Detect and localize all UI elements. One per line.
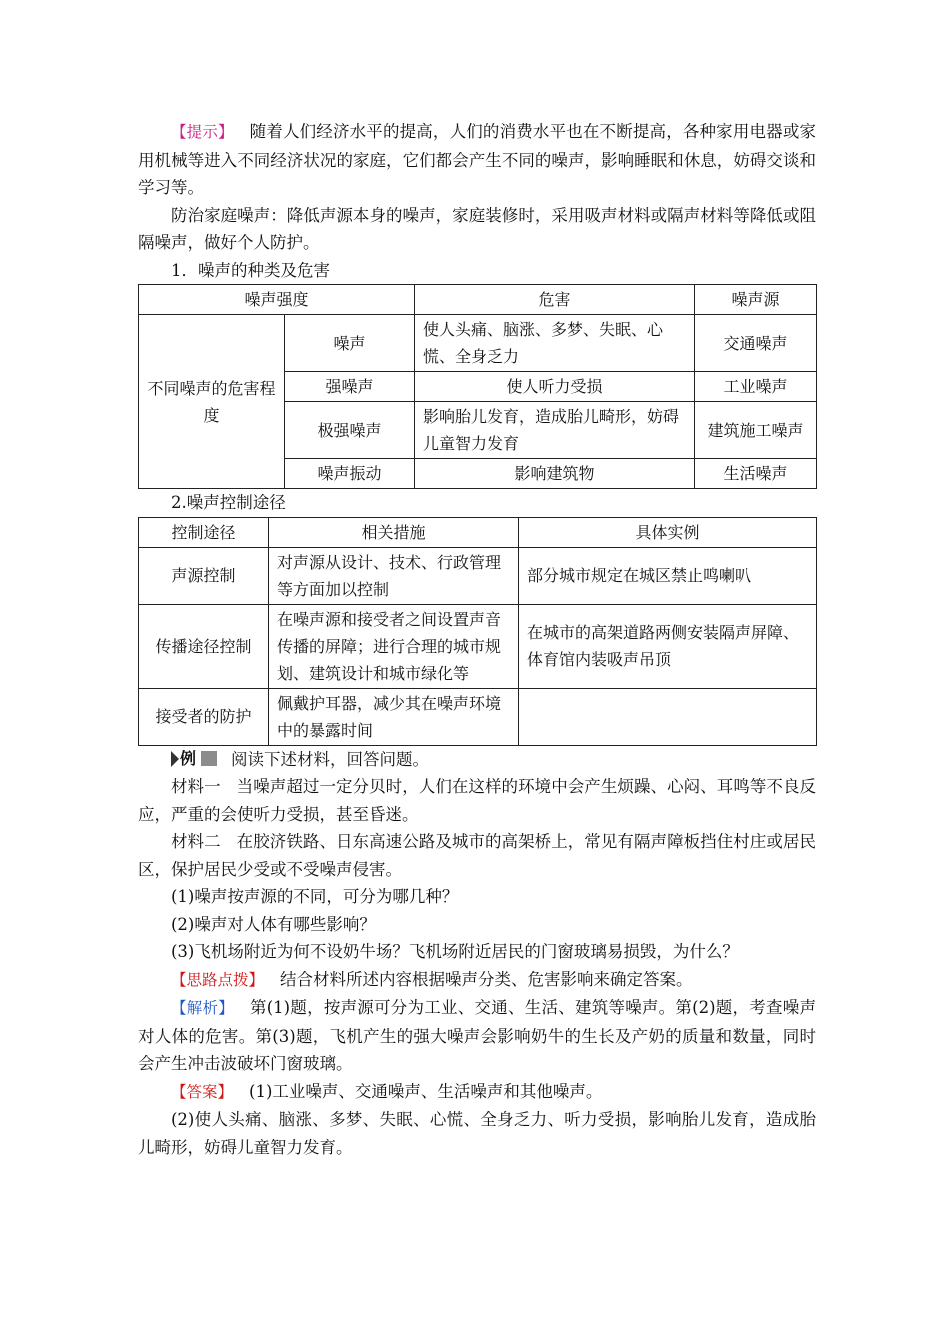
answer-paragraph (138, 1078, 816, 1107)
harm-cell: 使人听力受损 (415, 372, 695, 402)
measure-cell: 对声源从设计、技术、行政管理等方面加以控制 (269, 547, 519, 604)
header-cell: 危害 (415, 285, 695, 315)
question-3: (3)飞机场附近为何不设奶牛场？飞机场附近居民的门窗玻璃易损毁，为什么？ (171, 942, 739, 961)
example-cell: 部分城市规定在城区禁止鸣喇叭 (519, 547, 817, 604)
hint-tag: 【思路点拨】 (171, 970, 265, 989)
way-cell: 传播途径控制 (139, 604, 269, 688)
example-intro (138, 746, 816, 774)
header-cell: 具体实例 (519, 517, 817, 547)
example-cell: 在城市的高架道路两侧安装隔声屏障、体育馆内装吸声吊顶 (519, 604, 817, 688)
hint-paragraph (138, 966, 816, 995)
answer-paragraph-2: (2)使人头痛、脑涨、多梦、失眠、心慌、全身乏力、听力受损，影响胎儿发育，造成胎儿畸形，妨碍儿童智力发育。 (138, 1110, 816, 1157)
level-cell: 噪声 (285, 315, 415, 372)
table-row (139, 604, 817, 688)
tips-tag: 【提示】 (171, 123, 234, 141)
level-cell: 极强噪声 (285, 402, 415, 459)
source-cell: 生活噪声 (695, 459, 817, 489)
section1-title: 1．噪声的种类及危害 (171, 260, 330, 280)
source-cell: 交通噪声 (695, 315, 817, 372)
table-header-row (139, 517, 817, 547)
question-2: (2)噪声对人体有哪些影响？ (171, 914, 376, 934)
hint-text: 结合材料所述内容根据噪声分类、危害影响来确定答案。 (280, 969, 693, 989)
material-one-text: 当噪声超过一定分贝时，人们在这样的环境中会产生烦躁、心闷、耳鸣等不良反应，严重的会使听力受损，甚至昏迷。 (138, 777, 817, 824)
table-row (139, 688, 817, 745)
material-two-text: 在胶济铁路、日东高速公路及城市的高架桥上，常见有隔声障板挡住村庄或居民区，保护居民少受或不受噪声侵害。 (138, 832, 817, 879)
noise-control-table (138, 517, 817, 746)
answer-text-1: (1)工业噪声、交通噪声、生活噪声和其他噪声。 (249, 1081, 603, 1101)
material-two-label: 材料二 (171, 832, 221, 851)
harm-cell: 影响建筑物 (415, 459, 695, 489)
table-header-row (139, 285, 817, 315)
answer-tag: 【答案】 (171, 1082, 234, 1101)
header-cell: 噪声源 (695, 285, 817, 315)
analysis-paragraph (138, 994, 816, 1078)
source-cell: 工业噪声 (695, 372, 817, 402)
header-cell: 噪声强度 (139, 285, 415, 315)
measure-cell: 在噪声源和接受者之间设置声音传播的屏障；进行合理的城市规划、建筑设计和城市绿化等 (269, 604, 519, 688)
table-row (139, 547, 817, 604)
example-cell (519, 688, 817, 745)
section2-title: 2.噪声控制途径 (171, 493, 286, 512)
level-cell: 噪声振动 (285, 459, 415, 489)
tips-text: 随着人们经济水平的提高，人们的消费水平也在不断提高，各种家用电器或家用机械等进入不同经济状况的家庭，它们都会产生不同的噪声，影响睡眠和休息，妨碍交谈和学习等。 (138, 122, 816, 197)
tips-paragraph-2: 防治家庭噪声：降低声源本身的噪声，家庭装修时，采用吸声材料或隔声材料等降低或阻隔噪声，做好个人防护。 (138, 205, 816, 252)
level-cell: 强噪声 (285, 372, 415, 402)
noise-harm-table (138, 284, 817, 489)
badge-bar (201, 751, 217, 766)
way-cell: 接受者的防护 (139, 688, 269, 745)
way-cell: 声源控制 (139, 547, 269, 604)
table-row (139, 315, 817, 372)
header-cell: 控制途径 (139, 517, 269, 547)
example-intro-text: 阅读下述材料，回答问题。 (231, 749, 429, 769)
source-cell: 建筑施工噪声 (695, 402, 817, 459)
question-1: (1)噪声按声源的不同，可分为哪几种？ (171, 887, 459, 906)
tips-paragraph (138, 118, 816, 202)
harm-cell: 使人头痛、脑涨、多梦、失眠、心慌、全身乏力 (415, 315, 695, 372)
document-page (138, 118, 816, 1161)
harm-cell: 影响胎儿发育，造成胎儿畸形，妨碍儿童智力发育 (415, 402, 695, 459)
triangle-icon (171, 751, 179, 767)
analysis-text: 第(1)题，按声源可分为工业、交通、生活、建筑等噪声。第(2)题，考查噪声对人体的危害。第(3)题，飞机产生的强大噪声会影响奶牛的生长及产奶的质量和数量，同时会产生冲击波破坏门窗玻璃。 (138, 998, 816, 1073)
row-label-cell: 不同噪声的危害程度 (139, 315, 285, 489)
material-one (138, 773, 816, 828)
material-two (138, 828, 816, 883)
analysis-tag: 【解析】 (171, 999, 234, 1017)
header-cell: 相关措施 (269, 517, 519, 547)
example-badge: 例 (171, 749, 217, 768)
measure-cell: 佩戴护耳器，减少其在噪声环境中的暴露时间 (269, 688, 519, 745)
material-one-label: 材料一 (171, 777, 221, 796)
